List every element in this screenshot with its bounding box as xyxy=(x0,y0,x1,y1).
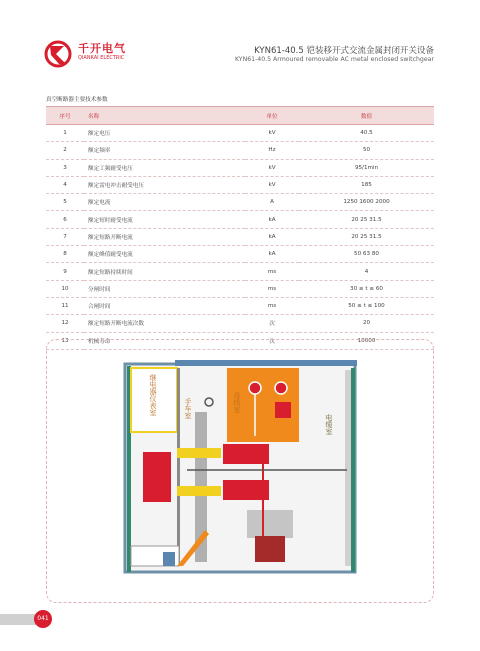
cable-room-label: 电缆室 xyxy=(325,414,333,435)
row-value: 4 xyxy=(299,263,434,280)
table-row xyxy=(46,194,434,211)
cabinet-roof xyxy=(175,360,357,366)
row-no: 10 xyxy=(46,280,84,297)
base-block xyxy=(163,552,175,566)
cable-room-panel xyxy=(345,370,351,566)
row-no: 9 xyxy=(46,263,84,280)
row-name: 额定电压 xyxy=(84,125,245,142)
page-title-cn: KYN61-40.5 铠装移开式交流金属封闭开关设备 xyxy=(254,46,434,56)
row-unit: kV xyxy=(245,125,299,142)
row-no: 12 xyxy=(46,315,84,332)
row-value: 30 ≤ t ≤ 60 xyxy=(299,280,434,297)
row-value: 40.5 xyxy=(299,125,434,142)
handcart-divider xyxy=(177,368,180,566)
parameter-table xyxy=(46,106,434,350)
row-name: 机械寿命 xyxy=(84,332,245,349)
page-title-en: KYN61-40.5 Armoured removable AC metal enclosed switchgear xyxy=(234,56,434,63)
row-unit: A xyxy=(245,194,299,211)
row-unit: kV xyxy=(245,176,299,193)
row-no: 3 xyxy=(46,159,84,176)
qiankai-logo-icon xyxy=(44,40,74,68)
row-name: 额定电流 xyxy=(84,194,245,211)
busbar-room-label: 母线室 xyxy=(233,392,241,413)
table-row xyxy=(46,159,434,176)
row-no: 8 xyxy=(46,246,84,263)
current-transformer xyxy=(255,536,285,562)
table-row xyxy=(46,176,434,193)
switchgear-diagram-frame xyxy=(46,339,434,603)
header-no: 序号 xyxy=(46,107,84,125)
row-value: 1250 1600 2000 xyxy=(299,194,434,211)
logo-subtitle: QIANKAI ELECTRIC xyxy=(78,55,125,61)
row-name: 额定工频耐受电压 xyxy=(84,159,245,176)
page-number: 041 xyxy=(34,610,52,628)
row-value: 50 ≤ t ≤ 100 xyxy=(299,297,434,314)
row-no: 1 xyxy=(46,125,84,142)
row-no: 4 xyxy=(46,176,84,193)
company-logo xyxy=(44,40,124,68)
row-unit: kA xyxy=(245,246,299,263)
row-name: 分闸时间 xyxy=(84,280,245,297)
row-value: 10000 xyxy=(299,332,434,349)
table-header-row xyxy=(46,107,434,125)
row-value: 95/1min xyxy=(299,159,434,176)
row-value: 185 xyxy=(299,176,434,193)
breaker-pole xyxy=(177,486,221,496)
row-unit: kV xyxy=(245,159,299,176)
table-row xyxy=(46,280,434,297)
row-name: 额定频率 xyxy=(84,142,245,159)
row-unit: ms xyxy=(245,280,299,297)
header-value: 数值 xyxy=(299,107,434,125)
row-no: 11 xyxy=(46,297,84,314)
breaker-mechanism xyxy=(143,452,171,502)
header-unit: 单位 xyxy=(245,107,299,125)
row-unit: ms xyxy=(245,263,299,280)
switchgear-cross-section xyxy=(47,340,433,602)
row-unit: 次 xyxy=(245,332,299,349)
busbar-conductor xyxy=(275,382,287,394)
row-name: 额定短时耐受电流 xyxy=(84,211,245,228)
row-unit: 次 xyxy=(245,315,299,332)
row-name: 额定短路开断电流 xyxy=(84,228,245,245)
row-no: 6 xyxy=(46,211,84,228)
table-row xyxy=(46,211,434,228)
page-header xyxy=(0,0,480,80)
logo-name: 千开电气 xyxy=(78,42,126,55)
table-row xyxy=(46,297,434,314)
right-frame xyxy=(351,368,355,572)
row-value: 20 25 31.5 xyxy=(299,228,434,245)
row-value: 20 xyxy=(299,315,434,332)
row-name: 额定短路开断电流次数 xyxy=(84,315,245,332)
earthing-switch xyxy=(247,510,293,538)
page-tab xyxy=(0,614,36,625)
row-no: 7 xyxy=(46,228,84,245)
table-row xyxy=(46,125,434,142)
busbar-bushing xyxy=(275,402,291,418)
row-value: 20 25 31.5 xyxy=(299,211,434,228)
row-unit: kA xyxy=(245,228,299,245)
row-value: 50 xyxy=(299,142,434,159)
row-name: 额定峰值耐受电流 xyxy=(84,246,245,263)
row-unit: ms xyxy=(245,297,299,314)
table-row xyxy=(46,246,434,263)
breaker-pole xyxy=(177,448,221,458)
row-no: 2 xyxy=(46,142,84,159)
row-name: 额定雷电冲击耐受电压 xyxy=(84,176,245,193)
row-no: 13 xyxy=(46,332,84,349)
busbar-conductor xyxy=(249,382,261,394)
table-caption: 真空断路器主要技术参数 xyxy=(46,97,108,103)
table-row xyxy=(46,228,434,245)
row-unit: kA xyxy=(245,211,299,228)
table-row xyxy=(46,315,434,332)
row-value: 50 63 80 xyxy=(299,246,434,263)
row-name: 合闸时间 xyxy=(84,297,245,314)
row-name: 额定短路持续时间 xyxy=(84,263,245,280)
table-row xyxy=(46,142,434,159)
table-row xyxy=(46,263,434,280)
header-name: 名称 xyxy=(84,107,245,125)
relay-room-label: 继电器仪表室 xyxy=(149,374,157,416)
row-unit: Hz xyxy=(245,142,299,159)
handcart-room-label: 手车室 xyxy=(184,398,192,419)
row-no: 5 xyxy=(46,194,84,211)
